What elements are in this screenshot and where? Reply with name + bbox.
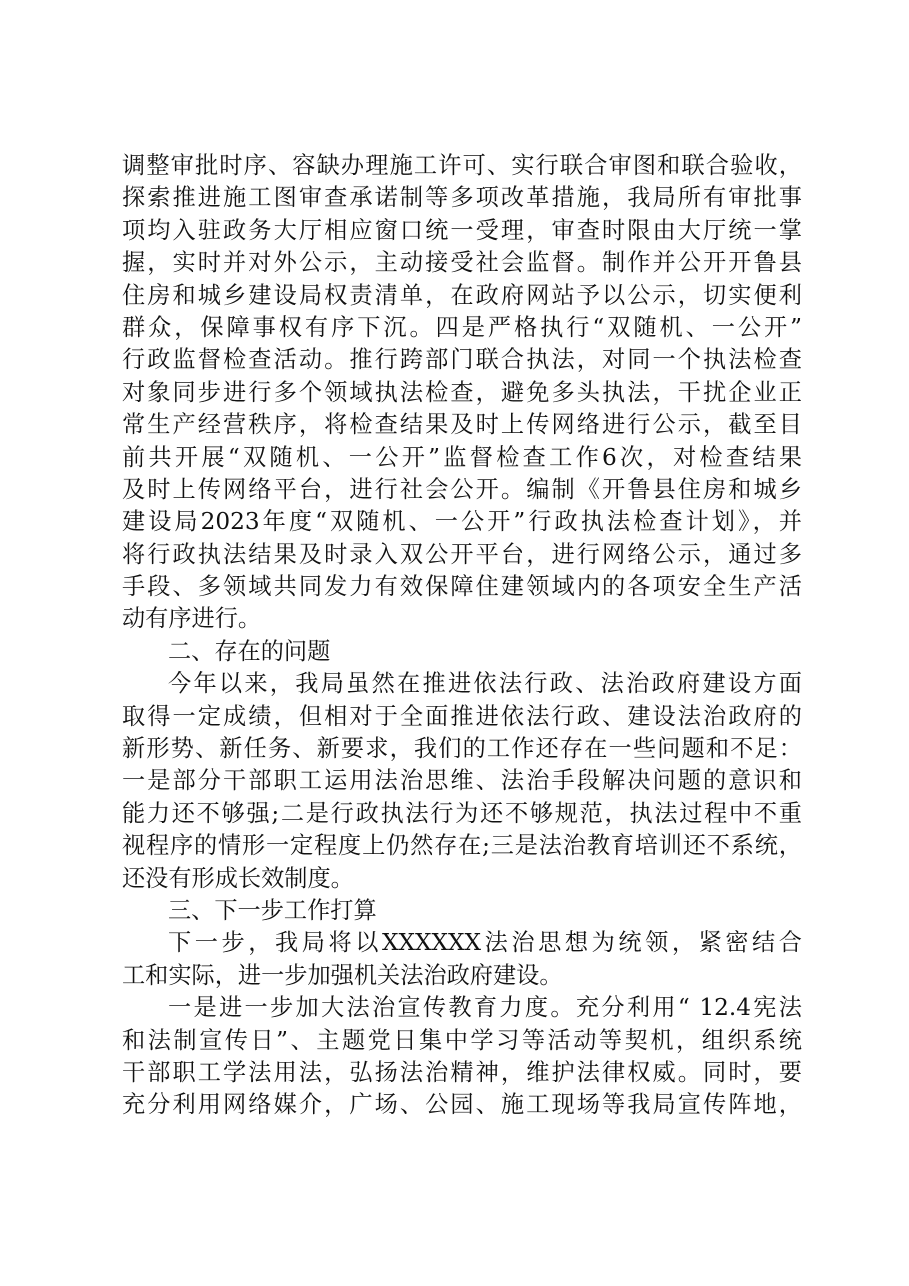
body-text-line: 动有序进行。 [122,605,262,633]
body-text-line: 及时上传网络平台，进行社会公开。编制《开鲁县住房和城乡 [122,475,802,503]
document-body [122,150,802,1122]
body-text-line: 还没有形成长效制度。 [122,864,354,892]
body-text-line: 下一步，我局将以XXXXXX法治思想为统领，紧密结合 [168,929,802,957]
body-text-line: 探索推进施工图审查承诺制等多项改革措施，我局所有审批事 [122,184,802,212]
body-text-line: 将行政执法结果及时录入双公开平台，进行网络公示，通过多 [122,540,802,568]
body-text-line: 握，实时并对外公示，主动接受社会监督。制作并公开开鲁县 [122,249,802,277]
body-text-line: 手段、多领域共同发力有效保障住建领域内的各项安全生产活 [122,573,802,601]
body-text-line: 工和实际，进一步加强机关法治政府建设。 [122,961,563,989]
body-text-line: 和法制宣传日”、主题党日集中学习等活动等契机，组织系统 [122,1026,802,1054]
body-text-line: 群众，保障事权有序下沉。四是严格执行“双随机、一公开” [122,313,802,341]
section-heading-problems: 二、存在的问题 [168,637,331,665]
body-text-line: 视程序的情形一定程度上仍然存在;三是法治教育培训还不系统， [122,832,802,860]
body-text-line: 项均入驻政务大厅相应窗口统一受理，审查时限由大厅统一掌 [122,216,802,244]
section-heading-next-steps: 三、下一步工作打算 [168,896,377,924]
body-text-line: 建设局2023年度“双随机、一公开”行政执法检查计划》，并 [122,508,802,536]
body-text-line: 前共开展“双随机、一公开”监督检查工作6次，对检查结果 [122,443,802,471]
body-text-line: 取得一定成绩，但相对于全面推进依法行政、建设法治政府的 [122,702,802,730]
body-text-line: 能力还不够强;二是行政执法行为还不够规范，执法过程中不重 [122,799,802,827]
body-text-line: 一是进一步加大法治宣传教育力度。充分利用“ 12.4宪法 [168,994,802,1022]
body-text-line: 行政监督检查活动。推行跨部门联合执法，对同一个执法检查 [122,346,802,374]
body-text-line: 新形势、新任务、新要求，我们的工作还存在一些问题和不足： [122,735,802,763]
body-text-line: 充分利用网络媒介，广场、公园、施工现场等我局宣传阵地， [122,1091,802,1119]
body-text-line: 对象同步进行多个领域执法检查，避免多头执法，干扰企业正 [122,378,802,406]
body-text-line: 一是部分干部职工运用法治思维、法治手段解决问题的意识和 [122,767,802,795]
body-text-line: 干部职工学法用法，弘扬法治精神，维护法律权威。同时，要 [122,1058,802,1086]
body-text-line: 今年以来，我局虽然在推进依法行政、法治政府建设方面 [168,670,802,698]
body-text-line: 调整审批时序、容缺办理施工许可、实行联合审图和联合验收， [122,152,802,179]
body-text-line: 住房和城乡建设局权责清单，在政府网站予以公示，切实便利 [122,281,802,309]
body-text-line: 常生产经营秩序，将检查结果及时上传网络进行公示，截至目 [122,411,802,439]
